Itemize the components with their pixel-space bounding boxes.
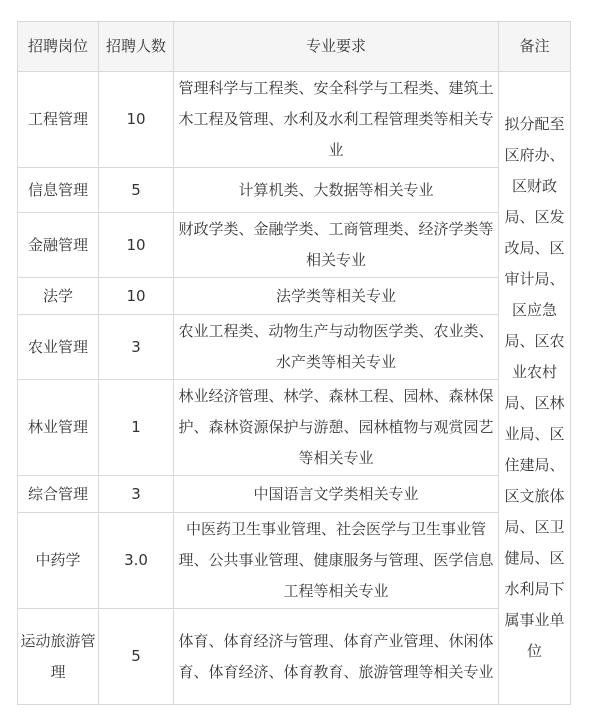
- major-cell: 体育、体育经济与管理、体育产业管理、休闲体育、体育经济、体育教育、旅游管理等相关专业: [174, 609, 499, 705]
- major-cell: 林业经济管理、林学、森林工程、园林、森林保护、森林资源保护与游憩、园林植物与观赏园艺等相关专业: [174, 380, 499, 476]
- count-cell: 10: [99, 72, 174, 168]
- position-cell: 综合管理: [18, 476, 99, 513]
- position-cell: 工程管理: [18, 72, 99, 168]
- major-cell: 法学类等相关专业: [174, 278, 499, 315]
- table-row: [18, 278, 571, 315]
- count-cell: 5: [99, 168, 174, 213]
- table-row: [18, 513, 571, 609]
- table-row: [18, 609, 571, 705]
- count-cell: 3: [99, 476, 174, 513]
- count-cell: 3.0: [99, 513, 174, 609]
- major-cell: 管理科学与工程类、安全科学与工程类、建筑土木工程及管理、水利及水利工程管理类等相关专业: [174, 72, 499, 168]
- major-cell: 中国语言文学类相关专业: [174, 476, 499, 513]
- count-cell: 3: [99, 315, 174, 380]
- table-header-row: [18, 22, 571, 72]
- recruitment-table: [17, 21, 571, 705]
- header-position: 招聘岗位: [18, 22, 99, 72]
- table-row: [18, 476, 571, 513]
- table-row: [18, 168, 571, 213]
- table-row: [18, 315, 571, 380]
- count-cell: 1: [99, 380, 174, 476]
- position-cell: 金融管理: [18, 213, 99, 278]
- major-cell: 农业工程类、动物生产与动物医学类、农业类、水产类等相关专业: [174, 315, 499, 380]
- count-cell: 10: [99, 213, 174, 278]
- count-cell: 5: [99, 609, 174, 705]
- major-cell: 中医药卫生事业管理、社会医学与卫生事业管理、公共事业管理、健康服务与管理、医学信息工程等相关专业: [174, 513, 499, 609]
- count-cell: 10: [99, 278, 174, 315]
- table-row: [18, 380, 571, 476]
- major-cell: 财政学类、金融学类、工商管理类、经济学类等相关专业: [174, 213, 499, 278]
- table-row: [18, 213, 571, 278]
- position-cell: 农业管理: [18, 315, 99, 380]
- position-cell: 中药学: [18, 513, 99, 609]
- position-cell: 运动旅游管理: [18, 609, 99, 705]
- position-cell: 法学: [18, 278, 99, 315]
- header-note: 备注: [499, 22, 571, 72]
- header-count: 招聘人数: [99, 22, 174, 72]
- position-cell: 林业管理: [18, 380, 99, 476]
- major-cell: 计算机类、大数据等相关专业: [174, 168, 499, 213]
- header-major: 专业要求: [174, 22, 499, 72]
- note-cell: 拟分配至区府办、区财政局、区发改局、区审计局、区应急局、区农业农村局、区林业局、区住建局、区文旅体局、区卫健局、区水利局下属事业单位: [499, 72, 571, 705]
- table-row: [18, 72, 571, 168]
- position-cell: 信息管理: [18, 168, 99, 213]
- recruitment-table-container: [17, 21, 571, 705]
